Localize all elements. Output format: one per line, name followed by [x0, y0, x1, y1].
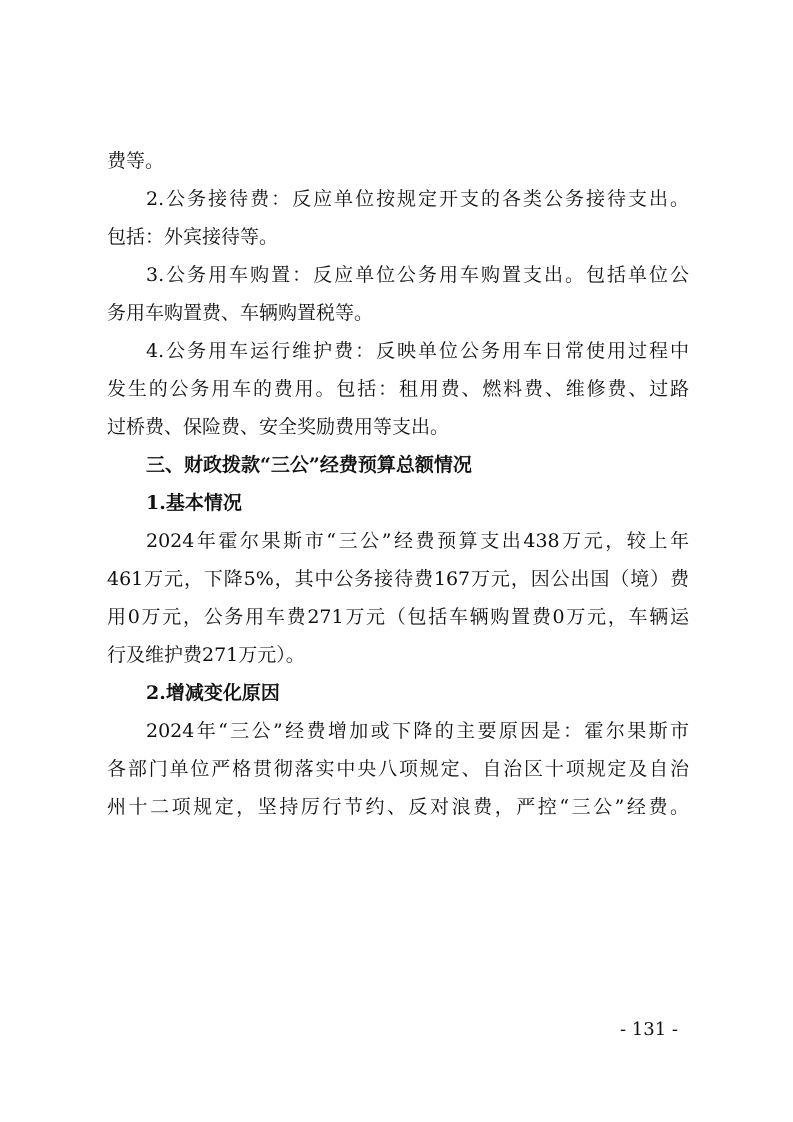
paragraph-line: 费等。 — [107, 150, 165, 172]
document-body — [107, 142, 689, 826]
paragraph-line: 发生的公务用车的费用。包括：租用费、燃料费、维修费、过路 — [107, 378, 689, 400]
paragraph-line: 州十二项规定，坚持厉行节约、反对浪费，严控“三公”经费。 — [107, 796, 689, 818]
paragraph-line: 务用车购置费、车辆购置税等。 — [107, 302, 374, 324]
paragraph-line: 4.公务用车运行维护费：反映单位公务用车日常使用过程中 — [146, 340, 689, 362]
paragraph-line: 2.公务接待费：反应单位按规定开支的各类公务接待支出。 — [146, 188, 689, 210]
paragraph-line: 2024年“三公”经费增加或下降的主要原因是：霍尔果斯市 — [146, 720, 689, 742]
paragraph-line: 行及维护费271万元）。 — [107, 644, 305, 666]
subsection-heading: 1.基本情况 — [146, 492, 242, 514]
section-heading: 三、财政拨款“三公”经费预算总额情况 — [146, 454, 472, 476]
paragraph-line: 3.公务用车购置：反应单位公务用车购置支出。包括单位公 — [146, 264, 689, 286]
paragraph-line: 461万元，下降5%，其中公务接待费167万元，因公出国（境）费 — [107, 568, 689, 590]
paragraph-line: 包括：外宾接待等。 — [107, 226, 279, 248]
subsection-heading: 2.增减变化原因 — [146, 682, 280, 704]
paragraph-line: 各部门单位严格贯彻落实中央八项规定、自治区十项规定及自治 — [107, 758, 689, 780]
page-number: - 131 - — [620, 1019, 678, 1040]
paragraph-line: 过桥费、保险费、安全奖励费用等支出。 — [107, 416, 450, 438]
paragraph-line: 用0万元，公务用车费271万元（包括车辆购置费0万元，车辆运 — [107, 606, 689, 628]
paragraph-line: 2024年霍尔果斯市“三公”经费预算支出438万元，较上年 — [146, 530, 689, 552]
